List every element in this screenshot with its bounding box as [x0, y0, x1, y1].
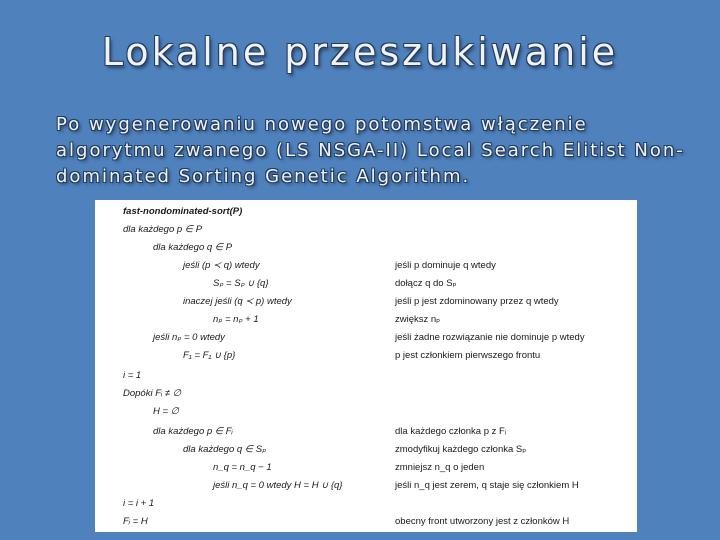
algorithm-line: n_q = n_q − 1: [213, 462, 272, 473]
algorithm-comment: dla każdego członka p z Fᵢ: [395, 426, 507, 437]
algorithm-comment: zwiększ nₚ: [395, 314, 441, 325]
algorithm-line: jeśli nₚ = 0 wtedy: [153, 332, 225, 343]
algorithm-line: Fᵢ = H: [123, 516, 148, 527]
algorithm-figure: [95, 200, 637, 532]
algorithm-comment: dołącz q do Sₚ: [395, 278, 457, 289]
algorithm-line: H = ∅: [153, 406, 179, 417]
slide-subtitle: Po wygenerowaniu nowego potomstwa włączenie algorytmu zwanego (LS NSGA-II) Local Search Elitist Non-dominated Sorting Genetic Algorithm.: [56, 114, 685, 187]
algorithm-line: dla każdego q ∈ P: [153, 242, 233, 253]
algorithm-comment: jeśli p jest zdominowany przez q wtedy: [395, 296, 559, 307]
algorithm-comment: zmniejsz n_q o jeden: [395, 462, 485, 473]
algorithm-comment: jeśli n_q jest zerem, q staje się członkiem H: [395, 480, 579, 491]
algorithm-line: dla każdego q ∈ Sₚ: [183, 444, 267, 455]
algorithm-line: Sₚ = Sₚ ∪ {q}: [213, 278, 269, 289]
algorithm-comment: obecny front utworzony jest z członków H: [395, 516, 570, 527]
algorithm-line: fast-nondominated-sort(P): [123, 206, 243, 217]
algorithm-line: inaczej jeśli (q ≺ p) wtedy: [183, 296, 292, 307]
algorithm-line: Dopóki Fᵢ ≠ ∅: [123, 388, 181, 399]
algorithm-line: F₁ = F₁ ∪ {p}: [183, 350, 236, 361]
algorithm-comment: jeśli żadne rozwiązanie nie dominuje p wtedy: [395, 332, 585, 343]
algorithm-line: dla każdego p ∈ Fᵢ: [153, 426, 233, 437]
algorithm-line: jeśli n_q = 0 wtedy H = H ∪ {q}: [213, 480, 343, 491]
slide-title: Lokalne przeszukiwanie: [101, 30, 619, 74]
algorithm-line: nₚ = nₚ + 1: [213, 314, 259, 325]
algorithm-line: i = 1: [123, 370, 142, 381]
algorithm-comment: zmodyfikuj każdego członka Sₚ: [395, 444, 527, 455]
algorithm-line: i = i + 1: [123, 498, 155, 509]
algorithm-comment: p jest członkiem pierwszego frontu: [395, 350, 541, 361]
algorithm-line: jeśli (p ≺ q) wtedy: [183, 260, 260, 271]
algorithm-comment: jeśli p dominuje q wtedy: [395, 260, 496, 271]
algorithm-line: dla każdego p ∈ P: [123, 224, 203, 235]
